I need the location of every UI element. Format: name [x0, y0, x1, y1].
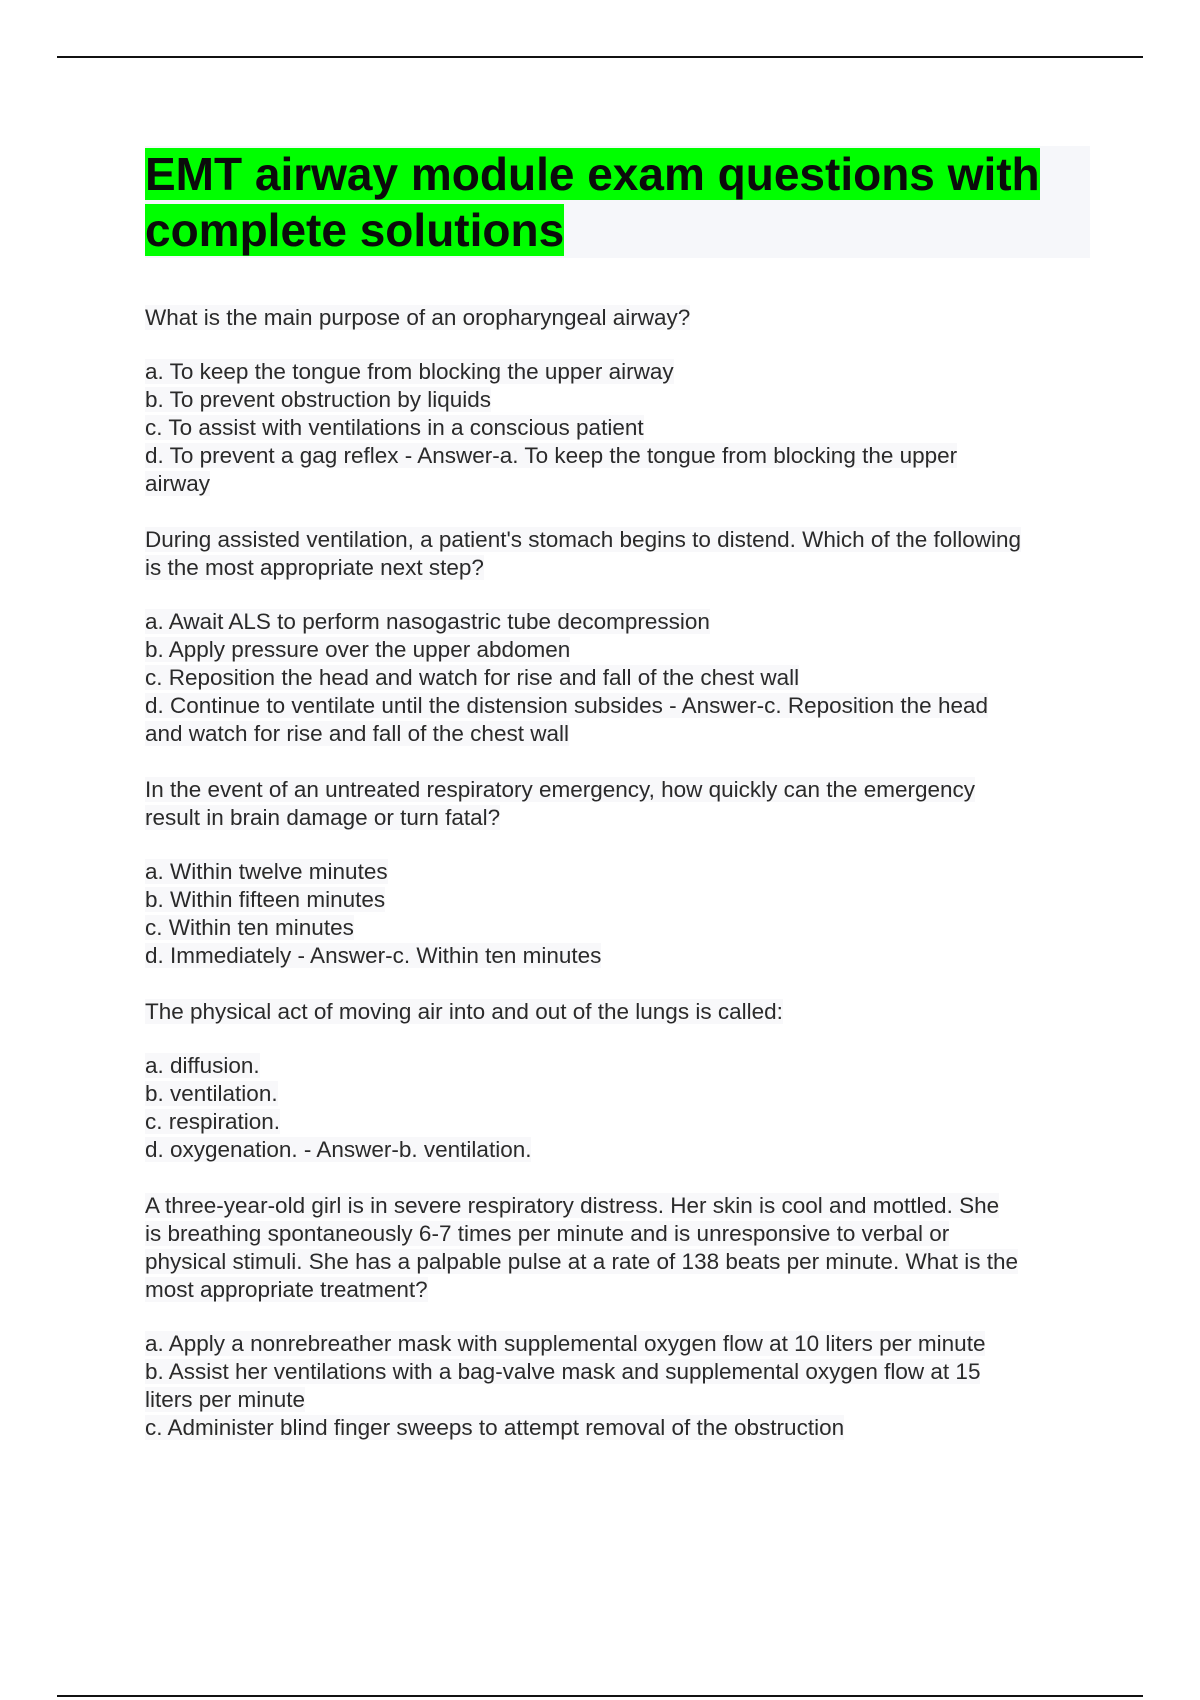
- question-text: [145, 998, 1090, 1026]
- question-text: [145, 1192, 1090, 1304]
- question-line: [145, 1192, 1090, 1220]
- option-line-text: c. Reposition the head and watch for rise and fall of the chest wall: [145, 665, 800, 690]
- option-line-text: and watch for rise and fall of the chest wall: [145, 721, 569, 746]
- option-line-text: a. Apply a nonrebreather mask with supplemental oxygen flow at 10 liters per minute: [145, 1331, 986, 1356]
- question-line-text: physical stimuli. She has a palpable pulse at a rate of 138 beats per minute. What is the: [145, 1249, 1018, 1274]
- option-line: [145, 942, 1090, 970]
- title-line-1: EMT airway module exam questions with: [145, 148, 1040, 200]
- answer-options: [145, 358, 1090, 498]
- question-text: [145, 776, 1090, 832]
- option-line: [145, 636, 1090, 664]
- option-line-text: a. diffusion.: [145, 1053, 260, 1078]
- answer-options: [145, 608, 1090, 748]
- bottom-rule: [57, 1695, 1143, 1697]
- question-text: [145, 304, 1090, 332]
- option-line-text: c. Administer blind finger sweeps to attempt removal of the obstruction: [145, 1415, 845, 1440]
- option-line: [145, 1052, 1090, 1080]
- document-title: [145, 146, 1090, 258]
- question-line: [145, 1276, 1090, 1304]
- question-block: [145, 526, 1090, 748]
- option-line: [145, 358, 1090, 386]
- option-line-text: a. Await ALS to perform nasogastric tube decompression: [145, 609, 710, 634]
- question-line-text: result in brain damage or turn fatal?: [145, 805, 501, 830]
- option-line: [145, 1358, 1090, 1386]
- option-line-text: airway: [145, 471, 211, 496]
- option-line: [145, 470, 1090, 498]
- option-line: [145, 386, 1090, 414]
- option-line: [145, 692, 1090, 720]
- question-line-text: The physical act of moving air into and out of the lungs is called:: [145, 999, 783, 1024]
- title-line-2: complete solutions: [145, 204, 565, 256]
- option-line-text: b. Within fifteen minutes: [145, 887, 386, 912]
- option-line: [145, 442, 1090, 470]
- option-line-text: b. Apply pressure over the upper abdomen: [145, 637, 571, 662]
- option-line-text: d. Continue to ventilate until the distension subsides - Answer-c. Reposition the head: [145, 693, 989, 718]
- top-rule: [57, 56, 1143, 58]
- question-block: [145, 776, 1090, 970]
- option-line: [145, 1386, 1090, 1414]
- question-line: [145, 1220, 1090, 1248]
- option-line-text: a. To keep the tongue from blocking the upper airway: [145, 359, 674, 384]
- option-line: [145, 914, 1090, 942]
- option-line-text: b. Assist her ventilations with a bag-valve mask and supplemental oxygen flow at 15: [145, 1359, 981, 1384]
- question-line: [145, 526, 1090, 554]
- question-block: [145, 998, 1090, 1164]
- question-line-text: A three-year-old girl is in severe respiratory distress. Her skin is cool and mottled. She: [145, 1193, 1000, 1218]
- option-line: [145, 1080, 1090, 1108]
- option-line-text: d. oxygenation. - Answer-b. ventilation.: [145, 1137, 532, 1162]
- option-line: [145, 664, 1090, 692]
- option-line-text: c. Within ten minutes: [145, 915, 354, 940]
- option-line-text: liters per minute: [145, 1387, 306, 1412]
- option-line: [145, 1136, 1090, 1164]
- option-line: [145, 414, 1090, 442]
- option-line: [145, 886, 1090, 914]
- option-line: [145, 858, 1090, 886]
- question-line-text: is breathing spontaneously 6-7 times per minute and is unresponsive to verbal or: [145, 1221, 950, 1246]
- option-line-text: b. To prevent obstruction by liquids: [145, 387, 492, 412]
- option-line: [145, 608, 1090, 636]
- option-line-text: c. respiration.: [145, 1109, 281, 1134]
- question-line: [145, 554, 1090, 582]
- question-line-text: In the event of an untreated respiratory emergency, how quickly can the emergency: [145, 777, 976, 802]
- answer-options: [145, 1330, 1090, 1442]
- question-line: [145, 304, 1090, 332]
- option-line-text: d. Immediately - Answer-c. Within ten minutes: [145, 943, 602, 968]
- question-block: [145, 304, 1090, 498]
- question-list: [145, 304, 1090, 1442]
- option-line: [145, 1330, 1090, 1358]
- question-line-text: During assisted ventilation, a patient's stomach begins to distend. Which of the following: [145, 527, 1022, 552]
- option-line-text: c. To assist with ventilations in a conscious patient: [145, 415, 644, 440]
- option-line: [145, 1108, 1090, 1136]
- question-line-text: most appropriate treatment?: [145, 1277, 428, 1302]
- question-line: [145, 998, 1090, 1026]
- option-line: [145, 1414, 1090, 1442]
- answer-options: [145, 858, 1090, 970]
- question-text: [145, 526, 1090, 582]
- question-line: [145, 1248, 1090, 1276]
- question-line: [145, 776, 1090, 804]
- question-line: [145, 804, 1090, 832]
- question-block: [145, 1192, 1090, 1442]
- answer-options: [145, 1052, 1090, 1164]
- option-line: [145, 720, 1090, 748]
- document-body: [145, 146, 1090, 1442]
- option-line-text: b. ventilation.: [145, 1081, 278, 1106]
- option-line-text: d. To prevent a gag reflex - Answer-a. To keep the tongue from blocking the upper: [145, 443, 958, 468]
- question-line-text: What is the main purpose of an oropharyngeal airway?: [145, 305, 691, 330]
- question-line-text: is the most appropriate next step?: [145, 555, 484, 580]
- option-line-text: a. Within twelve minutes: [145, 859, 388, 884]
